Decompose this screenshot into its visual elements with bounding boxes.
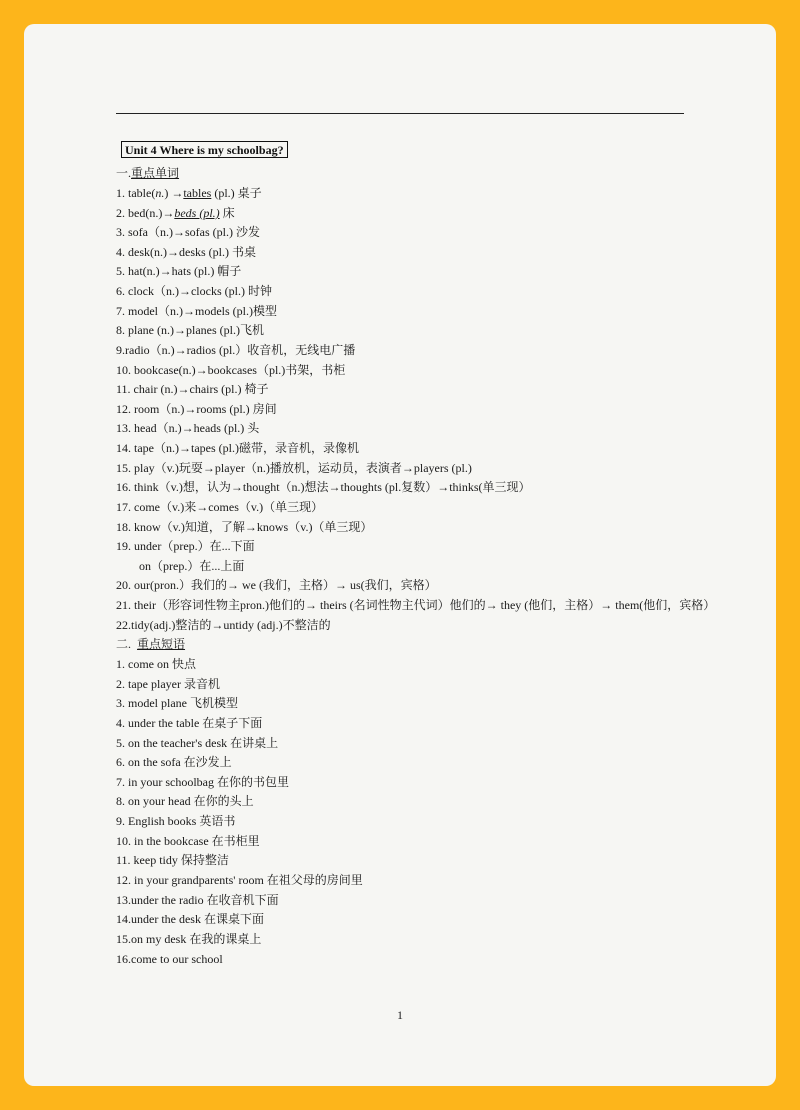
phrase-line: 6. on the sofa 在沙发上 <box>116 755 232 769</box>
word-line: 6. clock（n.)→clocks (pl.) 时钟 <box>116 284 272 298</box>
unit-title: Unit 4 Where is my schoolbag? <box>121 141 288 158</box>
section1-heading: 一.重点单词 <box>116 166 180 180</box>
section2-heading: 二. 重点短语 <box>116 637 186 651</box>
phrase-line: 9. English books 英语书 <box>116 814 236 828</box>
phrase-line: 4. under the table 在桌子下面 <box>116 716 263 730</box>
phrase-line: 15.on my desk 在我的课桌上 <box>116 932 262 946</box>
phrase-line: 7. in your schoolbag 在你的书包里 <box>116 775 289 789</box>
phrase-line: 2. tape player 录音机 <box>116 677 220 691</box>
word-line: 9.radio（n.)→radios (pl.）收音机，无线电广播 <box>116 343 356 357</box>
word-line: 19. under（prep.）在...下面 <box>116 539 255 553</box>
phrase-line: 12. in your grandparents' room 在祖父母的房间里 <box>116 873 363 887</box>
word-line-2: 2. bed(n.)→beds (pl.) 床 <box>116 206 235 220</box>
word-line: 4. desk(n.)→desks (pl.) 书桌 <box>116 245 256 259</box>
word-line: 21. their（形容词性物主pron.)他们的→ theirs (名词性物主代词）他们的→ they (他们，主格）→ them(他们，宾格） <box>116 598 716 612</box>
word-line: 17. come（v.)来→comes（v.)（单三现） <box>116 500 324 514</box>
word-line: 12. room（n.)→rooms (pl.) 房间 <box>116 402 277 416</box>
header-rule <box>116 113 684 114</box>
phrase-line: 8. on your head 在你的头上 <box>116 794 254 808</box>
page-number: 1 <box>397 1008 403 1022</box>
document-page <box>24 24 776 1086</box>
word-line: 10. bookcase(n.)→bookcases（pl.)书架，书柜 <box>116 363 346 377</box>
word-line-1: 1. table(n.) →tables (pl.) 桌子 <box>116 186 262 200</box>
word-line: 16. think（v.)想，认为→thought（n.)想法→thoughts (pl.复数）→thinks(单三现） <box>116 480 531 494</box>
phrase-line: 1. come on 快点 <box>116 657 196 671</box>
phrase-line: 16.come to our school <box>116 952 223 966</box>
phrase-line: 5. on the teacher's desk 在讲桌上 <box>116 736 279 750</box>
phrase-line: 11. keep tidy 保持整洁 <box>116 853 229 867</box>
word-line: 18. know（v.)知道，了解→knows（v.)（单三现） <box>116 520 373 534</box>
word-line: 14. tape（n.)→tapes (pl.)磁带，录音机，录像机 <box>116 441 359 455</box>
word-line: 8. plane (n.)→planes (pl.)飞机 <box>116 323 264 337</box>
phrase-line: 3. model plane 飞机模型 <box>116 696 238 710</box>
word-line: 3. sofa（n.)→sofas (pl.) 沙发 <box>116 225 260 239</box>
phrase-line: 13.under the radio 在收音机下面 <box>116 893 279 907</box>
phrase-line: 10. in the bookcase 在书柜里 <box>116 834 260 848</box>
word-line: on（prep.）在...上面 <box>139 559 245 573</box>
phrase-line: 14.under the desk 在课桌下面 <box>116 912 264 926</box>
word-line: 7. model（n.)→models (pl.)模型 <box>116 304 277 318</box>
word-line: 22.tidy(adj.)整洁的→untidy (adj.)不整洁的 <box>116 618 331 632</box>
word-line: 11. chair (n.)→chairs (pl.) 椅子 <box>116 382 269 396</box>
word-line: 13. head（n.)→heads (pl.) 头 <box>116 421 260 435</box>
word-line: 5. hat(n.)→hats (pl.) 帽子 <box>116 264 242 278</box>
word-line: 15. play（v.)玩耍→player（n.)播放机，运动员，表演者→players (pl.) <box>116 461 472 475</box>
word-line: 20. our(pron.）我们的→ we (我们，主格）→ us(我们，宾格） <box>116 578 437 592</box>
